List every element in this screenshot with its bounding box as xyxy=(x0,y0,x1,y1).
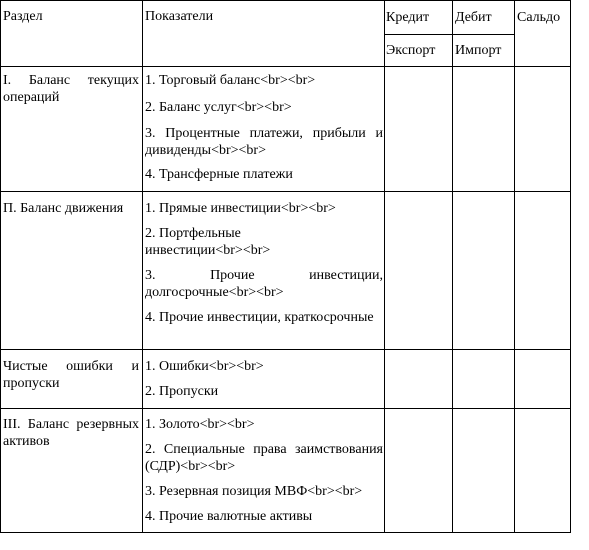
indicator-item: 3. Резервная позиция МВФ<br><br> xyxy=(145,484,363,499)
header-debit: Дебит xyxy=(455,10,492,25)
header-subrow-rule xyxy=(384,34,514,35)
row-divider xyxy=(0,191,571,192)
section-cell: I. Баланс текущих операций xyxy=(3,73,139,105)
indicator-item: 3. Процентные платежи, прибыли и дивиденды<br><br> xyxy=(145,126,383,158)
indicator-item: 2. Специальные права заимствования (СДР)<br><br> xyxy=(145,442,383,474)
header-credit: Кредит xyxy=(386,10,430,25)
column-divider xyxy=(452,0,453,533)
column-divider xyxy=(142,0,143,533)
row-divider xyxy=(0,408,571,409)
indicator-item: 4. Прочие инвестиции, краткосрочные xyxy=(145,310,374,325)
indicator-item: 1. Золото<br><br> xyxy=(145,417,255,432)
column-divider xyxy=(514,0,515,533)
indicator-item: 2. Портфельные инвестиции<br><br> xyxy=(145,226,271,258)
section-cell: Чистые ошибки и пропуски xyxy=(3,359,139,391)
indicator-item: 1. Прямые инвестиции<br><br> xyxy=(145,201,336,216)
table-border-left xyxy=(0,0,1,533)
indicator-item: 4. Прочие валютные активы xyxy=(145,509,313,524)
header-import: Импорт xyxy=(455,43,502,58)
section-cell: П. Баланс движения xyxy=(3,201,124,216)
header-export: Экспорт xyxy=(386,43,436,58)
column-divider xyxy=(384,0,385,533)
indicator-item: 4. Трансферные платежи xyxy=(145,167,293,182)
section-cell: III. Баланс резервных активов xyxy=(3,417,139,449)
indicator-item: 2. Баланс услуг<br><br> xyxy=(145,100,292,115)
indicator-item: 1. Ошибки<br><br> xyxy=(145,359,264,374)
row-divider xyxy=(0,349,571,350)
header-bottom-rule xyxy=(0,66,571,67)
indicator-item: 1. Торговый баланс<br><br> xyxy=(145,73,316,88)
header-section: Раздел xyxy=(3,9,43,24)
table-border-right xyxy=(570,0,571,533)
header-balance: Сальдо xyxy=(517,10,561,25)
indicator-item: 3. Прочие инвестиции, долгосрочные<br><br> xyxy=(145,268,383,300)
table-border-bottom xyxy=(0,532,571,533)
table-border-top xyxy=(0,0,571,1)
header-indicators: Показатели xyxy=(145,9,214,24)
indicator-item: 2. Пропуски xyxy=(145,384,219,399)
